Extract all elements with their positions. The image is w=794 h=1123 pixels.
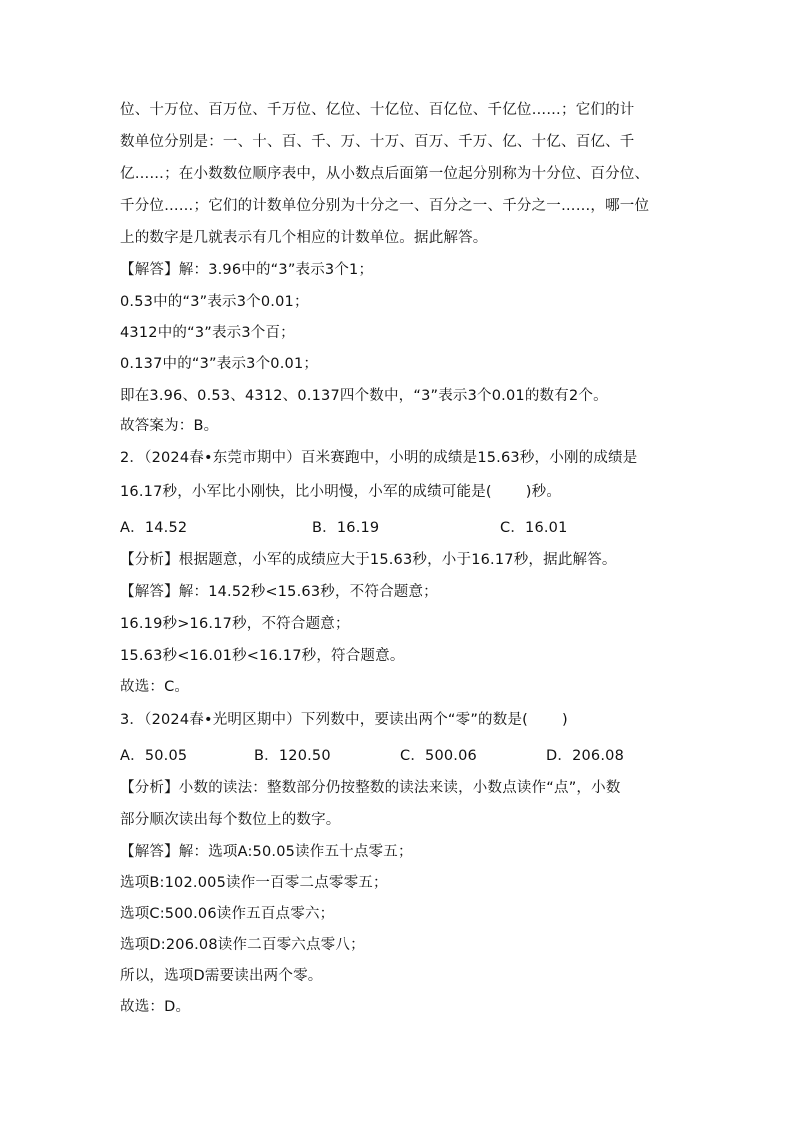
stem-text: )秒。	[525, 484, 562, 500]
question-3-options	[120, 746, 680, 766]
solution-line: 所以，选项D需要读出两个零。	[120, 968, 323, 984]
solution-line: 0.53中的“3”表示3个0.01；	[120, 294, 309, 310]
analysis-line: 千分位……；它们的计数单位分别为十分之一、百分之一、千分之一……，哪一位	[120, 198, 650, 214]
solution-line: 【解答】解：14.52秒<15.63秒，不符合题意；	[120, 584, 438, 600]
option-b: B．16.19	[312, 520, 380, 536]
analysis-line: 亿……；在小数数位顺序表中，从小数点后面第一位起分别称为十分位、百分位、	[120, 166, 650, 182]
analysis-line: 上的数字是几就表示有几个相应的计数单位。据此解答。	[120, 230, 488, 246]
answer-line: 故答案为：B。	[120, 418, 219, 434]
option-a: A．50.05	[120, 748, 188, 764]
solution-line: 【解答】解：选项A:50.05读作五十点零五；	[120, 844, 413, 860]
solution-line: 15.63秒<16.01秒<16.17秒，符合题意。	[120, 648, 405, 664]
answer-line: 故选：C。	[120, 679, 190, 695]
analysis-line: 【分析】小数的读法：整数部分仍按整数的读法来读，小数点读作“点”，小数	[120, 780, 621, 796]
question-2-options	[120, 518, 680, 538]
stem-text: )	[562, 712, 568, 728]
solution-line: 选项B:102.005读作一百零二点零零五；	[120, 875, 388, 891]
solution-line: 0.137中的“3”表示3个0.01；	[120, 356, 319, 372]
question-2-stem: 2．（2024春•东莞市期中）百米赛跑中，小明的成绩是15.63秒，小刚的成绩是	[120, 450, 638, 466]
solution-line: 即在3.96、0.53、4312、0.137四个数中，“3”表示3个0.01的数有2个。	[120, 388, 608, 404]
solution-line: 【解答】解：3.96中的“3”表示3个1；	[120, 262, 374, 278]
answer-line: 故选：D。	[120, 999, 191, 1015]
solution-line: 16.19秒>16.17秒，不符合题意；	[120, 616, 350, 632]
question-2-stem-cont	[120, 482, 680, 502]
solution-line: 选项D:206.08读作二百零六点零八；	[120, 937, 365, 953]
analysis-line: 部分顺次读出每个数位上的数字。	[120, 812, 341, 828]
stem-text: 16.17秒，小军比小刚快，比小明慢，小军的成绩可能是(	[120, 484, 492, 500]
analysis-line: 位、十万位、百万位、千万位、亿位、十亿位、百亿位、千亿位……；它们的计	[120, 102, 635, 118]
stem-text: 3．（2024春•光明区期中）下列数中，要读出两个“零”的数是(	[120, 712, 529, 728]
solution-line: 4312中的“3”表示3个百；	[120, 325, 295, 341]
analysis-line: 【分析】根据题意，小军的成绩应大于15.63秒，小于16.17秒，据此解答。	[120, 552, 617, 568]
question-3-stem	[120, 710, 680, 730]
option-c: C．500.06	[400, 748, 477, 764]
option-d: D．206.08	[546, 748, 625, 764]
option-a: A．14.52	[120, 520, 188, 536]
option-c: C．16.01	[500, 520, 568, 536]
solution-line: 选项C:500.06读作五百点零六；	[120, 906, 335, 922]
analysis-line: 数单位分别是：一、十、百、千、万、十万、百万、千万、亿、十亿、百亿、千	[120, 134, 635, 150]
option-b: B．120.50	[254, 748, 331, 764]
